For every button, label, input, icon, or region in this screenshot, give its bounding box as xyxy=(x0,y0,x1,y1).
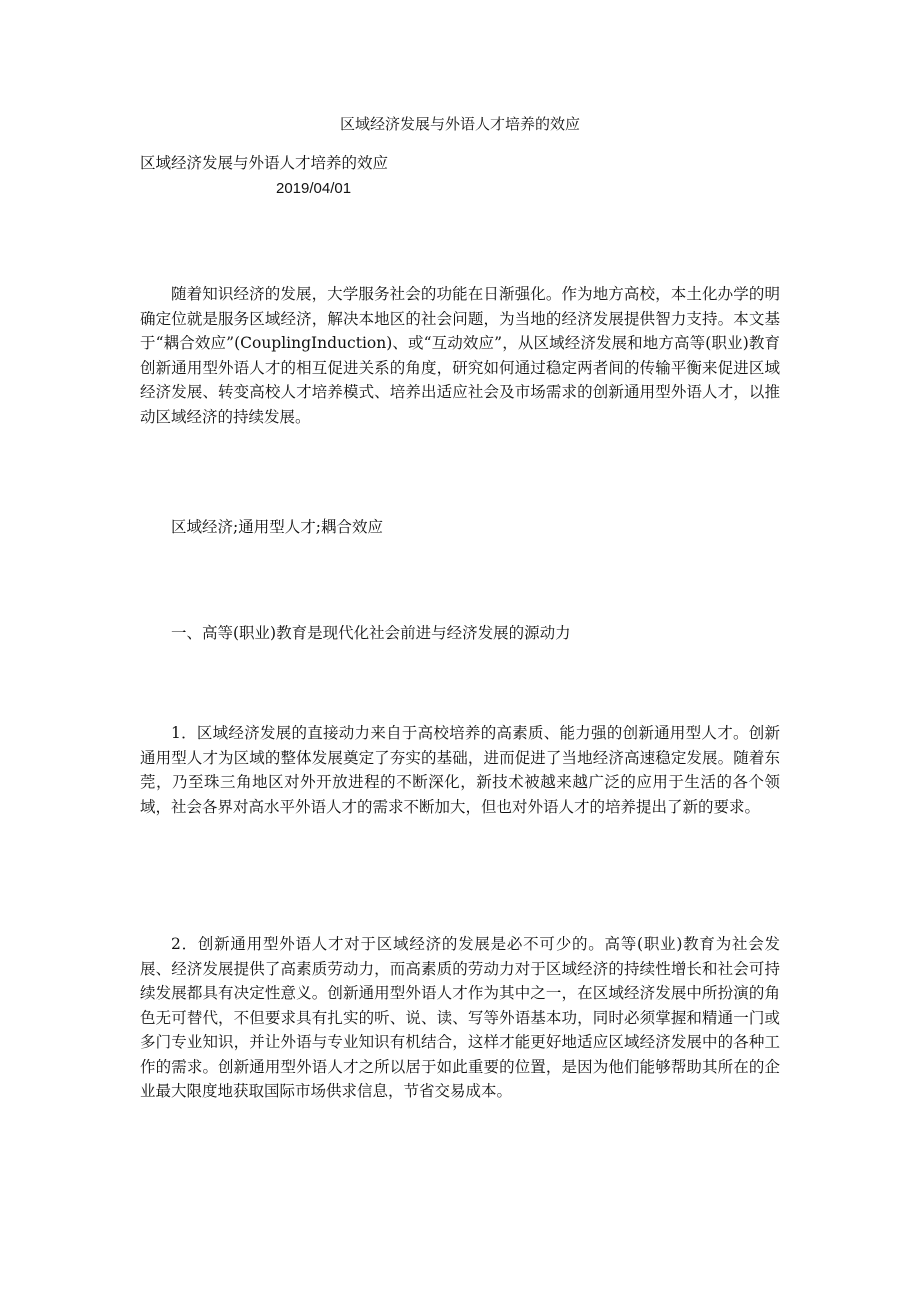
section-heading: 一、高等(职业)教育是现代化社会前进与经济发展的源动力 xyxy=(171,624,571,642)
abstract-paragraph: 随着知识经济的发展，大学服务社会的功能在日渐强化。作为地方高校，本土化办学的明确定位就是服务区域经济，解决本地区的社会问题，为当地的经济发展提供智力支持。本文基于“耦合效应”(CouplingInduction)、或“互动效应”，从区域经济发展和地方高等(职业)教育创新通用型外语人才的相互促进关系的角度，研究如何通过稳定两者间的传输平衡来促进区域经济发展、转变高校人才培养模式、培养出适应社会及市场需求的创新通用型外语人才，以推动区域经济的持续发展。 xyxy=(140,285,780,426)
body-paragraph-2: 2．创新通用型外语人才对于区域经济的发展是必不可少的。高等(职业)教育为社会发展、经济发展提供了高素质劳动力，而高素质的劳动力对于区域经济的持续性增长和社会可持续发展都具有决定性意义。创新通用型外语人才作为其中之一，在区域经济发展中所扮演的角色无可替代，不但要求具有扎实的听、说、读、写等外语基本功，同时必须掌握和精通一门或多门专业知识，并让外语与专业知识有机结合，这样才能更好地适应区域经济发展中的各种工作的需求。创新通用型外语人才之所以居于如此重要的位置，是因为他们能够帮助其所在的企业最大限度地获取国际市场供求信息，节省交易成本。 xyxy=(140,935,780,1100)
body-paragraph-1: 1．区域经济发展的直接动力来自于高校培养的高素质、能力强的创新通用型人才。创新通用型人才为区域的整体发展奠定了夯实的基础，进而促进了当地经济高速稳定发展。随着东莞，乃至珠三角地区对外开放进程的不断深化，新技术被越来越广泛的应用于生活的各个领域，社会各界对高水平外语人才的需求不断加大，但也对外语人才的培养提出了新的要求。 xyxy=(140,724,780,816)
publish-date: 2019/04/01 xyxy=(276,180,352,197)
article-subtitle: 区域经济发展与外语人才培养的效应 xyxy=(140,154,389,172)
keywords-line: 区域经济;通用型人才;耦合效应 xyxy=(171,518,383,536)
document-title: 区域经济发展与外语人才培养的效应 xyxy=(339,115,580,133)
